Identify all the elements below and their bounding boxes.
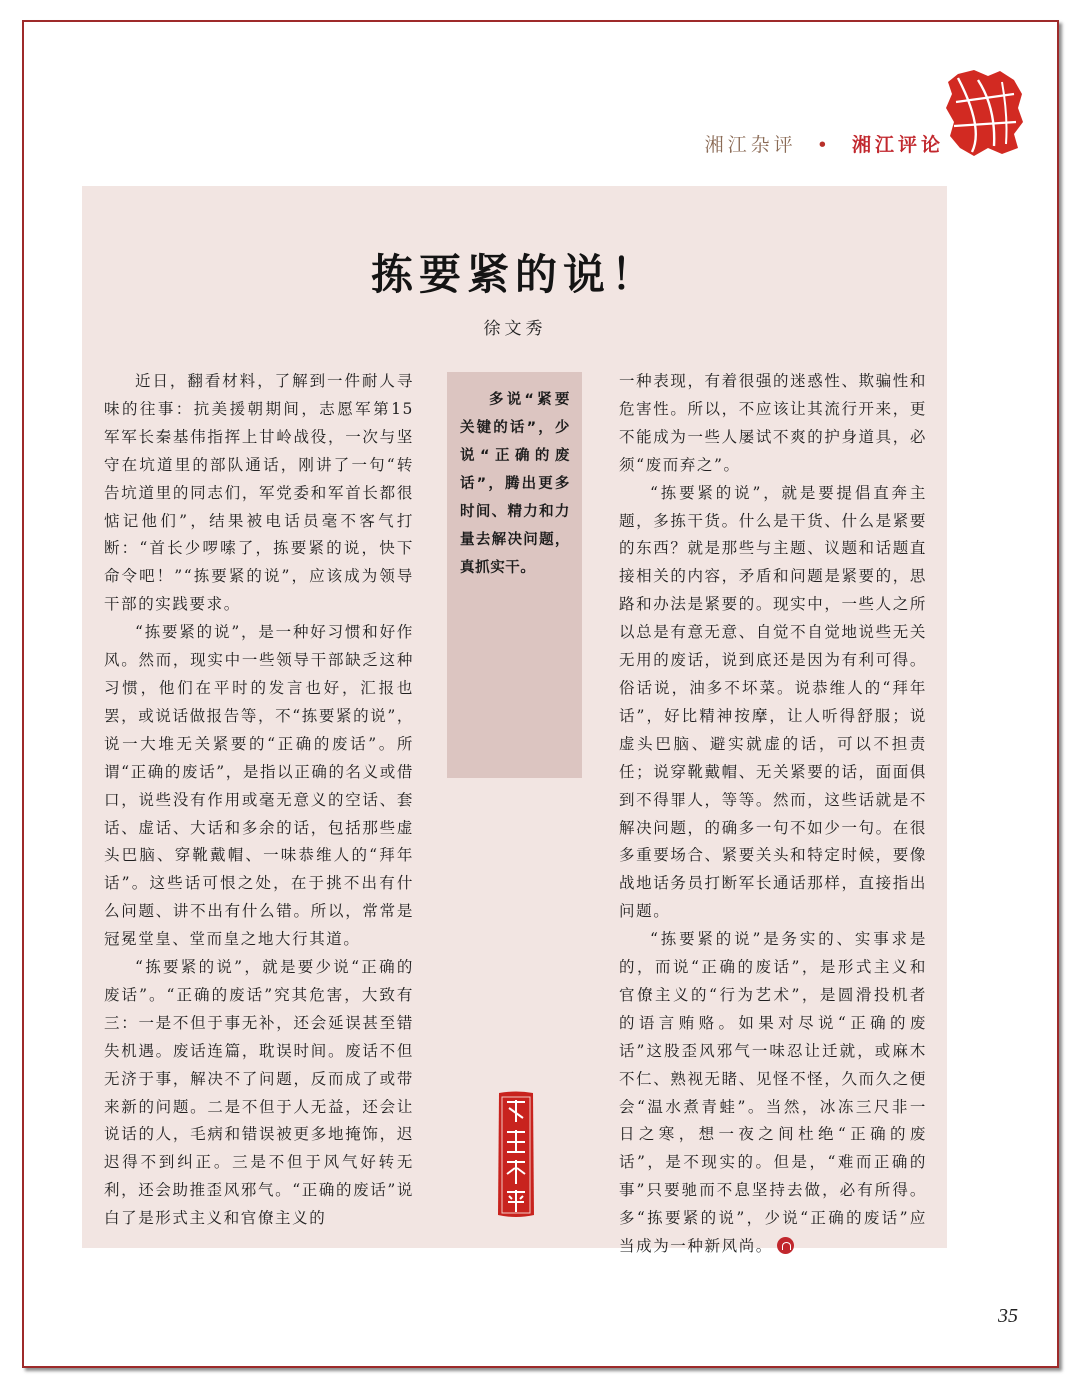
paragraph: “拣要紧的说”，就是要提倡直奔主题，多拣干货。什么是干货、什么是紧要的东西？就是那些与主题、议题和话题直接相关的内容，矛盾和问题是紧要的，思路和办法是紧要的。现实中，一些人之所以总是有意无意、自觉不自觉地说些无关无用的废话，说到底还是因为有利可得。俗话说，油多不坏菜。说恭维人的“拜年话”，好比精神按摩，让人听得舒服；说虚头巴脑、避实就虚的话，可以不担责任；说穿靴戴帽、无关紧要的话，面面俱到不得罪人，等等。然而，这些话就是不解决问题，的确多一句不如少一句。在很多重要场合、紧要关头和特定时候，要像战地话务员打断军长通话那样，直接指出问题。	[619, 483, 927, 921]
paragraph: “拣要紧的说”，是一种好习惯和好作风。然而，现实中一些领导干部缺乏这种习惯，他们在平时的发言也好，汇报也罢，或说话做报告等，不“拣要紧的说”，说一大堆无关紧要的“正确的废话”。所谓“正确的废话”，是指以正确的名义或借口，说些没有作用或毫无意义的空话、套话、虚话、大话和多余的话，包括那些虚头巴脑、穿靴戴帽、一味恭维人的“拜年话”。这些话可恨之处，在于挑不出有什么问题、讲不出有什么错。所以，常常是冠冕堂皇、堂而皇之地大行其道。	[104, 623, 414, 949]
paragraph: 近日，翻看材料，了解到一件耐人寻味的往事：抗美援朝期间，志愿军第15军军长秦基伟指挥上甘岭战役，一次与坚守在坑道里的部队通话，刚讲了一句“转告坑道里的同志们，军党委和军首长都很惦记他们”，结果被电话员毫不客气打断：“首长少啰嗦了，拣要紧的说，快下命令吧！”“拣要紧的说”，应该成为领导干部的实践要求。	[104, 372, 414, 614]
article-title: 拣要紧的说！	[370, 250, 659, 299]
header-separator: •	[816, 134, 832, 156]
page-number: 35	[998, 1305, 1018, 1327]
magazine-brand: 湘江评论	[851, 134, 944, 156]
pull-quote: 多说“紧要关键的话”，少说“正确的废话”，腾出更多时间、精力和力量去解决问题，真抓实干。	[460, 392, 570, 576]
last-paragraph	[619, 926, 927, 1261]
end-mark-icon	[777, 1237, 794, 1254]
red-seal-logo-icon	[944, 68, 1024, 158]
red-seal-stamp-icon	[495, 1090, 537, 1220]
section-header	[705, 130, 944, 157]
paragraph: “拣要紧的说”，就是要少说“正确的废话”。“正确的废话”究其危害，大致有三：一是不但于事无补，还会延误甚至错失机遇。废话连篇，耽误时间。废话不但无济于事，解决不了问题，反而成了或带来新的问题。二是不但于人无益，还会让说话的人，毛病和错误被更多地掩饰，迟迟得不到纠正。三是不但于风气好转无利，还会助推歪风邪气。“正确的废话”说白了是形式主义和官僚主义的	[104, 958, 414, 1228]
column-name: 湘江杂评	[704, 134, 797, 156]
paragraph: 一种表现，有着很强的迷惑性、欺骗性和危害性。所以，不应该让其流行开来，更不能成为一些人屡试不爽的护身道具，必须“废而弃之”。	[619, 372, 927, 474]
article-author: 徐文秀	[483, 319, 547, 339]
right-column	[619, 368, 927, 1261]
left-column	[104, 368, 414, 1233]
paragraph-text: “拣要紧的说”是务实的、实事求是的，而说“正确的废话”，是形式主义和官僚主义的“行为艺术”，是圆滑投机者的语言贿赂。如果对尽说“正确的废话”这股歪风邪气一味忍让迁就，或麻木不仁、熟视无睹、见怪不怪，久而久之便会“温水煮青蛙”。当然，冰冻三尺非一日之寒，想一夜之间杜绝“正确的废话”，是不现实的。但是，“难而正确的事”只要驰而不息坚持去做，必有所得。多“拣要紧的说”，少说“正确的废话”应当成为一种新风尚。	[619, 930, 927, 1256]
